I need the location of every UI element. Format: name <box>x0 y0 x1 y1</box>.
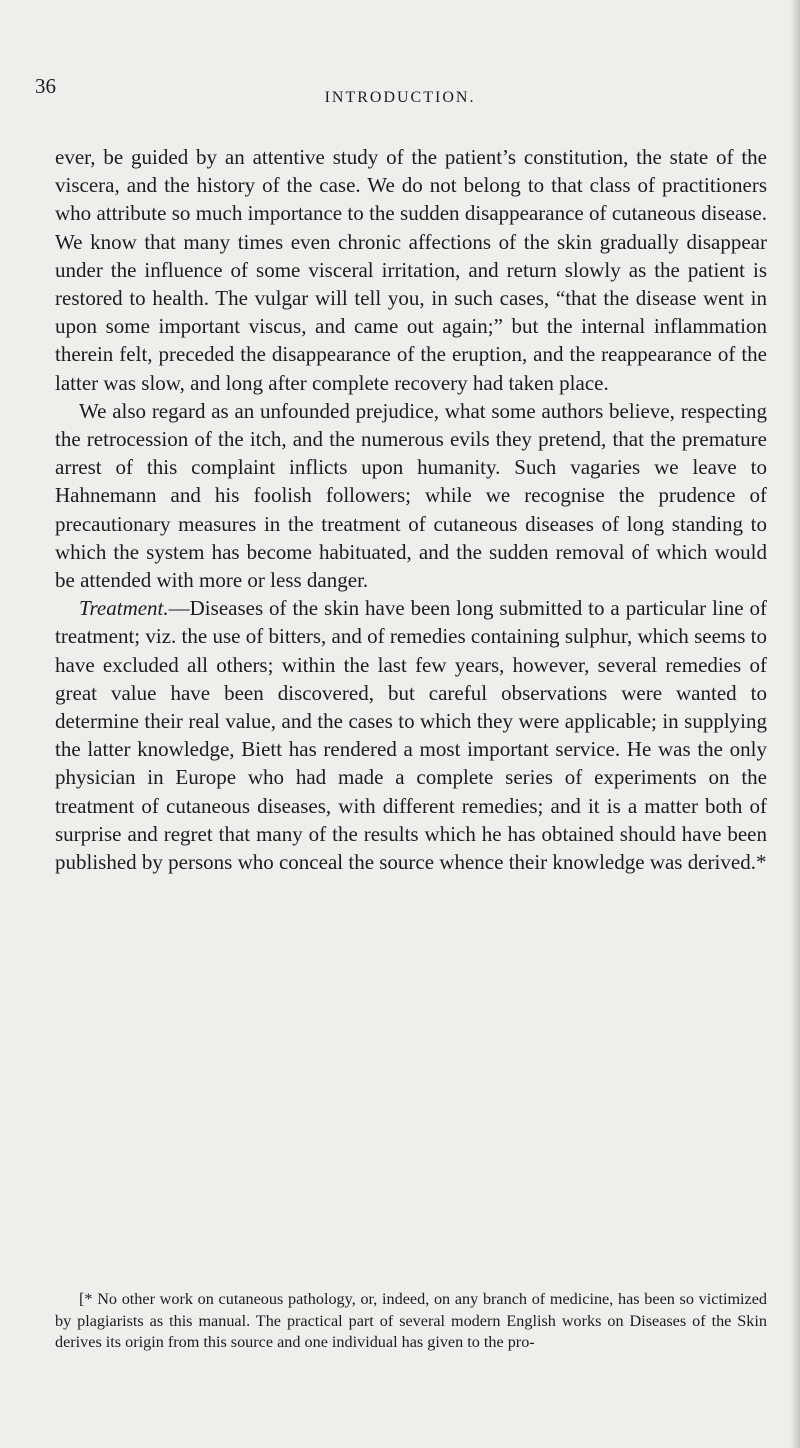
paragraph-treatment <box>55 594 767 876</box>
footnote <box>55 1289 767 1354</box>
running-head: INTRODUCTION. <box>324 89 476 106</box>
treatment-heading: Treatment. <box>79 596 169 621</box>
paragraph-continuation: ever, be guided by an attentive study of the patient’s constitution, the state of the viscera, and the history of the case. We do not belong to that class of practitioners who attribute so much importance to the sudden disappearance of cutaneous disease. We know that many times even chronic affections of the skin gradually disappear under the influence of some visceral irritation, and return slowly as the patient is restored to health. The vulgar will tell you, in such cases, “that the disease went in upon some important viscus, and came out again;” but the internal inflammation therein felt, preceded the disappearance of the eruption, and the reappearance of the latter was slow, and long after complete recovery had taken place. <box>55 145 767 395</box>
footnote-text: [* No other work on cutaneous pathology, or, indeed, on any branch of medicine, has been so victimized by plagiarists as this manual. The practical part of several modern English works on Diseases of the Skin derives its origin from this source and one individual has given to the pro- <box>55 1290 767 1352</box>
page-edge-shadow <box>790 0 800 1448</box>
treatment-text: —Diseases of the skin have been long submitted to a particular line of treatment; viz. the use of bitters, and of remedies containing sulphur, which seems to have excluded all others; within the last few years, however, several remedies of great value have been discovered, but careful observations were wanted to determine their real value, and the cases to which they were applicable; in supplying the latter knowledge, Biett has rendered a most important service. He was the only physician in Europe who had made a complete series of experiments on the treatment of cutaneous diseases, with different remedies; and it is a matter both of surprise and regret that many of the results which he has obtained should have been published by persons who conceal the source whence their knowledge was derived.* <box>55 596 767 875</box>
paragraph-itch: We also regard as an unfounded prejudice, what some authors believe, respecting the retrocession of the itch, and the numerous evils they pretend, that the premature arrest of this complaint inflicts upon humanity. Such vagaries we leave to Hahnemann and his foolish followers; while we recognise the prudence of precautionary measures in the treatment of cutaneous diseases of long standing to which the system has become habituated, and the sudden removal of which would be attended with more or less danger. <box>55 398 767 593</box>
page-number: 36 <box>35 74 56 98</box>
body-text <box>55 143 767 876</box>
